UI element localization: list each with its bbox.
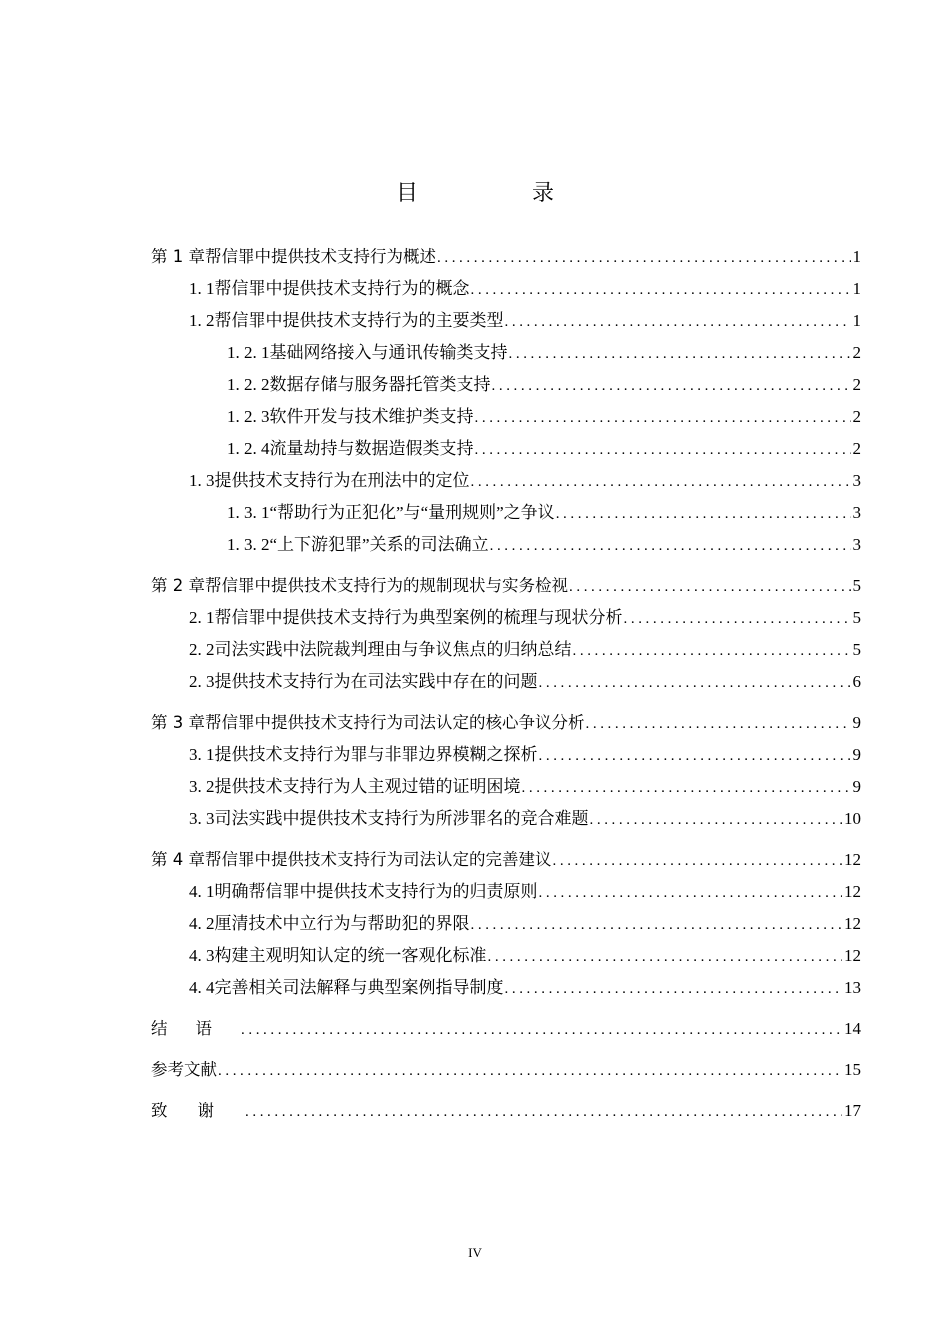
toc-title: “帮助行为正犯化”与“量刑规则”之争议: [269, 503, 555, 522]
dot-leader: [471, 466, 851, 498]
toc-number: 3. 1: [189, 745, 215, 764]
toc-chapter-3[interactable]: [151, 707, 861, 739]
toc-section-2-1[interactable]: [151, 602, 861, 634]
toc-page-number: 1: [852, 311, 861, 330]
toc-page-number: 3: [852, 535, 861, 554]
dot-leader: [539, 877, 843, 909]
toc-subsection-1-2-1[interactable]: [151, 337, 861, 369]
dot-leader: [475, 402, 851, 434]
dot-leader: [475, 434, 851, 466]
dot-leader: [586, 708, 851, 740]
toc-page-number: 9: [852, 713, 861, 732]
toc-page-number: 10: [844, 809, 861, 828]
toc-page-number: 5: [852, 640, 861, 659]
toc-page-number: 5: [852, 576, 861, 595]
dot-leader: [218, 1055, 842, 1087]
toc-title: 提供技术支持行为在刑法中的定位: [214, 471, 470, 490]
toc-section-3-3[interactable]: [151, 803, 861, 835]
toc-subsection-1-3-2[interactable]: [151, 529, 861, 561]
toc-title: 结语: [151, 1019, 240, 1038]
toc-number: 1. 1: [189, 279, 215, 298]
toc-title: 明确帮信罪中提供技术支持行为的归责原则: [214, 882, 538, 901]
toc-page-number: 2: [852, 407, 861, 426]
toc-title: 帮信罪中提供技术支持行为的概念: [214, 279, 470, 298]
toc-page-number: 9: [852, 777, 861, 796]
toc-title: 帮信罪中提供技术支持行为司法认定的核心争议分析: [205, 713, 585, 732]
toc-title: 流量劫持与数据造假类支持: [269, 439, 474, 458]
toc-chapter-1[interactable]: [151, 241, 861, 273]
toc-acknowledgements[interactable]: [151, 1095, 861, 1127]
dot-leader: [488, 941, 843, 973]
toc-chapter-2[interactable]: [151, 570, 861, 602]
toc-title: 软件开发与技术维护类支持: [269, 407, 474, 426]
toc-title: 提供技术支持行为罪与非罪边界模糊之探析: [214, 745, 538, 764]
toc-title: “上下游犯罪”关系的司法确立: [269, 535, 489, 554]
toc-subsection-1-2-4[interactable]: [151, 433, 861, 465]
toc-subsection-1-2-2[interactable]: [151, 369, 861, 401]
dot-leader: [437, 242, 851, 274]
toc-subsection-1-3-1[interactable]: [151, 497, 861, 529]
toc-title: 提供技术支持行为在司法实践中存在的问题: [214, 672, 538, 691]
toc-section-2-2[interactable]: [151, 634, 861, 666]
toc-page-number: 12: [844, 882, 861, 901]
toc-title: 厘清技术中立行为与帮助犯的界限: [214, 914, 470, 933]
page-number-footer: IV: [468, 1245, 482, 1260]
toc-title: 帮信罪中提供技术支持行为的主要类型: [214, 311, 504, 330]
toc-conclusion[interactable]: [151, 1013, 861, 1045]
toc-number: 第 4 章: [151, 850, 205, 869]
toc-section-3-2[interactable]: [151, 771, 861, 803]
dot-leader: [471, 909, 843, 941]
toc-number: 2. 1: [189, 608, 215, 627]
dot-leader: [490, 530, 851, 562]
dot-leader: [505, 973, 843, 1005]
toc-title: 帮信罪中提供技术支持行为典型案例的梳理与现状分析: [214, 608, 623, 627]
toc-number: 1. 3. 1: [227, 503, 270, 522]
toc-page-number: 5: [852, 608, 861, 627]
toc-title: 基础网络接入与通讯传输类支持: [269, 343, 508, 362]
toc-title: 致谢: [151, 1101, 244, 1120]
toc-number: 4. 1: [189, 882, 215, 901]
toc-page-number: 3: [852, 471, 861, 490]
dot-leader: [539, 667, 851, 699]
toc-subsection-1-2-3[interactable]: [151, 401, 861, 433]
toc-number: 3. 3: [189, 809, 215, 828]
toc-number: 2. 2: [189, 640, 215, 659]
toc-section-4-1[interactable]: [151, 876, 861, 908]
dot-leader: [245, 1096, 842, 1128]
toc-title: 帮信罪中提供技术支持行为概述: [205, 247, 436, 266]
toc-title: 参考文献: [151, 1060, 217, 1079]
toc-number: 3. 2: [189, 777, 215, 796]
toc-page-number: 17: [844, 1101, 861, 1120]
dot-leader: [492, 370, 851, 402]
toc-title: 完善相关司法解释与典型案例指导制度: [214, 978, 504, 997]
dot-leader: [509, 338, 851, 370]
toc-page-number: 1: [852, 247, 861, 266]
toc-number: 1. 3: [189, 471, 215, 490]
toc-section-4-4[interactable]: [151, 972, 861, 1004]
toc-number: 第 3 章: [151, 713, 205, 732]
toc-page-number: 12: [844, 946, 861, 965]
toc-number: 1. 2: [189, 311, 215, 330]
toc-title: 司法实践中提供技术支持行为所涉罪名的竞合难题: [214, 809, 589, 828]
dot-leader: [471, 274, 851, 306]
dot-leader: [590, 804, 843, 836]
toc-section-1-2[interactable]: [151, 305, 861, 337]
toc-references[interactable]: [151, 1054, 861, 1086]
toc-number: 4. 2: [189, 914, 215, 933]
dot-leader: [539, 740, 851, 772]
toc-section-1-3[interactable]: [151, 465, 861, 497]
toc-page-number: 2: [852, 375, 861, 394]
dot-leader: [569, 571, 851, 603]
toc-title: 数据存储与服务器托管类支持: [269, 375, 491, 394]
toc-page-number: 1: [852, 279, 861, 298]
toc-number: 1. 2. 3: [227, 407, 270, 426]
toc-section-3-1[interactable]: [151, 739, 861, 771]
dot-leader: [624, 603, 851, 635]
toc-page-number: 3: [852, 503, 861, 522]
toc-page-number: 15: [844, 1060, 861, 1079]
toc-title: 帮信罪中提供技术支持行为的规制现状与实务检视: [205, 576, 568, 595]
toc-number: 2. 3: [189, 672, 215, 691]
toc-page-number: 2: [852, 439, 861, 458]
toc-number: 1. 2. 2: [227, 375, 270, 394]
toc-number: 第 1 章: [151, 247, 205, 266]
toc-chapter-4[interactable]: [151, 844, 861, 876]
toc-page-number: 14: [844, 1019, 861, 1038]
toc-section-4-3[interactable]: [151, 940, 861, 972]
dot-leader: [505, 306, 851, 338]
toc-section-1-1[interactable]: [151, 273, 861, 305]
toc-number: 1. 2. 1: [227, 343, 270, 362]
dot-leader: [553, 845, 843, 877]
toc-number: 1. 3. 2: [227, 535, 270, 554]
toc-section-4-2[interactable]: [151, 908, 861, 940]
toc-number: 4. 3: [189, 946, 215, 965]
dot-leader: [556, 498, 851, 530]
toc-page-number: 12: [844, 850, 861, 869]
dot-leader: [522, 772, 851, 804]
toc-page-number: 6: [852, 672, 861, 691]
page-title: 目 录: [395, 181, 600, 206]
dot-leader: [241, 1014, 842, 1046]
dot-leader: [573, 635, 851, 667]
toc-title: 司法实践中法院裁判理由与争议焦点的归纳总结: [214, 640, 572, 659]
table-of-contents: [151, 241, 861, 1127]
toc-number: 4. 4: [189, 978, 215, 997]
toc-page-number: 9: [852, 745, 861, 764]
toc-page-number: 2: [852, 343, 861, 362]
toc-number: 第 2 章: [151, 576, 205, 595]
toc-title: 构建主观明知认定的统一客观化标准: [214, 946, 487, 965]
toc-title: 帮信罪中提供技术支持行为司法认定的完善建议: [205, 850, 552, 869]
toc-section-2-3[interactable]: [151, 666, 861, 698]
toc-number: 1. 2. 4: [227, 439, 270, 458]
toc-page-number: 13: [844, 978, 861, 997]
toc-page-number: 12: [844, 914, 861, 933]
toc-title: 提供技术支持行为人主观过错的证明困境: [214, 777, 521, 796]
